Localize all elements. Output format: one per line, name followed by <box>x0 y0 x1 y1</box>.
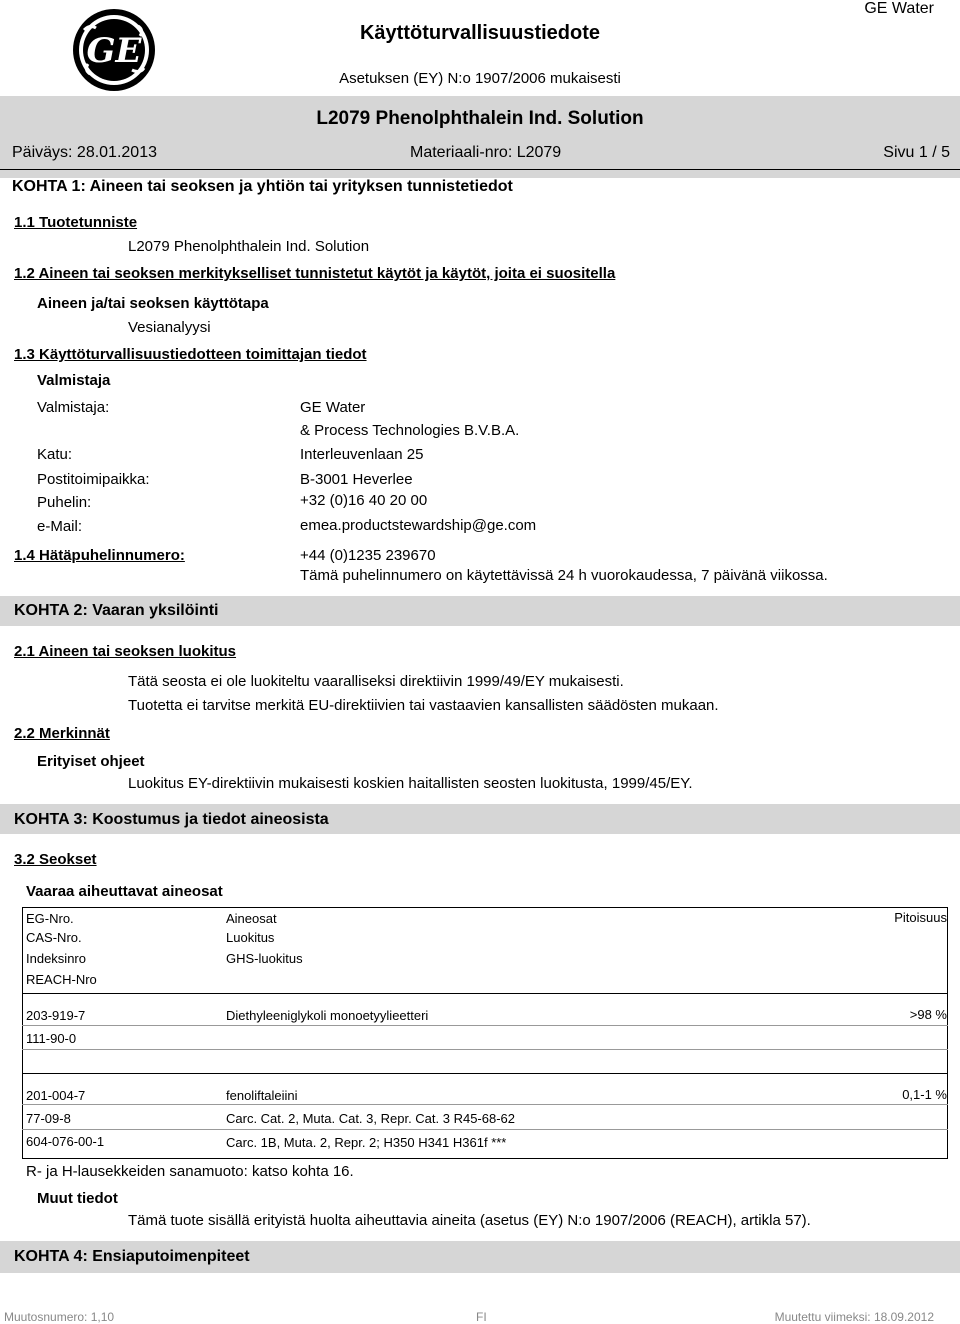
s1-2-heading: 1.2 Aineen tai seoksen merkitykselliset tunnistetut käytöt ja käytöt, joita ei suositella <box>14 265 616 282</box>
row2-ec-number: 201-004-7 <box>26 1088 86 1103</box>
special-instructions-label: Erityiset ohjeet <box>37 753 145 770</box>
header-index-nro: Indeksinro <box>26 951 86 966</box>
header-classification: Luokitus <box>226 930 275 945</box>
other-info-text: Tämä tuote sisällä erityistä huolta aiheuttavia aineita (asetus (EY) N:o 1907/2006 (REACH), artikla 57). <box>128 1212 811 1229</box>
street-label: Katu: <box>37 446 73 463</box>
row2-index-number: 604-076-00-1 <box>26 1134 105 1149</box>
table-header-divider <box>22 993 948 994</box>
row2-concentration: 0,1-1 % <box>902 1087 947 1102</box>
city-label: Postitoimipaikka: <box>37 471 150 488</box>
hazardous-heading: Vaaraa aiheuttavat aineosat <box>26 883 223 900</box>
street-value: Interleuvenlaan 25 <box>300 446 424 463</box>
regulation-line: Asetuksen (EY) N:o 1907/2006 mukaisesti <box>339 70 621 87</box>
special-instructions-text: Luokitus EY-direktiivin mukaisesti koskien haitallisten seosten luokitusta, 1999/45/EY. <box>128 775 693 792</box>
table-subline <box>22 1104 948 1105</box>
section4-heading: KOHTA 4: Ensiaputoimenpiteet <box>14 1248 250 1265</box>
table-left-border <box>22 907 23 1158</box>
section2-heading: KOHTA 2: Vaaran yksilöinti <box>14 602 219 619</box>
header-company: GE Water <box>864 0 934 17</box>
other-info-label: Muut tiedot <box>37 1190 118 1207</box>
phone-value: +32 (0)16 40 20 00 <box>300 492 428 509</box>
manufacturer-name-2: & Process Technologies B.V.B.A. <box>300 422 520 439</box>
use-label: Aineen ja/tai seoksen käyttötapa <box>37 295 269 312</box>
use-value: Vesianalyysi <box>128 319 211 336</box>
row1-concentration: >98 % <box>909 1007 947 1022</box>
classification-text: Tätä seosta ei ole luokiteltu vaaralliseksi direktiivin 1999/49/EY mukaisesti. <box>128 673 624 690</box>
print-date: Päiväys: 28.01.2013 <box>12 144 157 161</box>
page-number: Sivu 1 / 5 <box>883 144 950 161</box>
header-cas-nro: CAS-Nro. <box>26 930 82 945</box>
emergency-note: Tämä puhelinnumero on käytettävissä 24 h vuorokaudessa, 7 päivänä viikossa. <box>300 567 828 584</box>
row1-cas-number: 111-90-0 <box>26 1031 77 1046</box>
logo-text: GE <box>86 31 142 71</box>
s1-4-heading: 1.4 Hätäpuhelinnumero: <box>14 547 185 564</box>
city-value: B-3001 Heverlee <box>300 471 413 488</box>
row1-name: Diethyleeniglykoli monoetyylieetteri <box>226 1008 429 1023</box>
row2-name: fenoliftaleiini <box>226 1088 298 1103</box>
phone-label: Puhelin: <box>37 494 92 511</box>
manufacturer-heading: Valmistaja <box>37 372 111 389</box>
table-subline <box>22 1129 948 1130</box>
document-title: Käyttöturvallisuustiedote <box>359 22 601 44</box>
section1-heading: KOHTA 1: Aineen tai seoksen ja yhtiön tai yrityksen tunnistetiedot <box>12 178 513 195</box>
emergency-phone: +44 (0)1235 239670 <box>300 547 436 564</box>
row2-classification: Carc. Cat. 2, Muta. Cat. 3, Repr. Cat. 3 R45-68-62 <box>226 1111 516 1126</box>
email-label: e-Mail: <box>37 518 83 535</box>
s2-2-heading: 2.2 Merkinnät <box>14 725 110 742</box>
footer-modified: Muutettu viimeksi: 18.09.2012 <box>774 1310 934 1324</box>
s2-1-heading: 2.1 Aineen tai seoksen luokitus <box>14 643 237 660</box>
section3-heading: KOHTA 3: Koostumus ja tiedot aineosista <box>14 811 329 828</box>
row1-ec-number: 203-919-7 <box>26 1008 86 1023</box>
manufacturer-label: Valmistaja: <box>37 399 110 416</box>
table-row-divider <box>22 1073 948 1074</box>
s3-2-heading: 3.2 Seokset <box>14 851 97 868</box>
header-ghs-classification: GHS-luokitus <box>226 951 303 966</box>
product-title: L2079 Phenolphthalein Ind. Solution <box>316 108 644 129</box>
email-value[interactable]: emea.productstewardship@ge.com <box>300 517 537 534</box>
row2-cas-number: 77-09-8 <box>26 1111 71 1126</box>
table-bottom-border <box>22 1158 948 1159</box>
header-divider <box>0 169 960 170</box>
row2-ghs-classification: Carc. 1B, Muta. 2, Repr. 2; H350 H341 H361f *** <box>226 1135 507 1150</box>
header-concentration: Pitoisuus <box>894 910 947 925</box>
r-h-note: R- ja H-lausekkeiden sanamuoto: katso kohta 16. <box>26 1163 354 1180</box>
product-name: L2079 Phenolphthalein Ind. Solution <box>128 238 370 255</box>
header-eg-nro: EG-Nro. <box>26 911 74 926</box>
table-subline <box>22 1049 948 1050</box>
header-ingredients: Aineosat <box>226 911 277 926</box>
table-right-border <box>947 907 948 1158</box>
material-number: Materiaali-nro: L2079 <box>410 144 562 161</box>
manufacturer-name: GE Water <box>300 399 366 416</box>
footer-revision: Muutosnumero: 1,10 <box>4 1310 115 1324</box>
footer-language: FI <box>476 1310 487 1324</box>
table-subline <box>22 1025 948 1026</box>
header-reach-nro: REACH-Nro <box>26 972 97 987</box>
table-top-border <box>22 907 948 908</box>
s1-1-heading: 1.1 Tuotetunniste <box>14 214 138 231</box>
labelling-text: Tuotetta ei tarvitse merkitä EU-direktiivien tai vastaavien kansallisten säädösten mukaan. <box>128 697 719 714</box>
s1-3-heading: 1.3 Käyttöturvallisuustiedotteen toimittajan tiedot <box>14 346 367 363</box>
